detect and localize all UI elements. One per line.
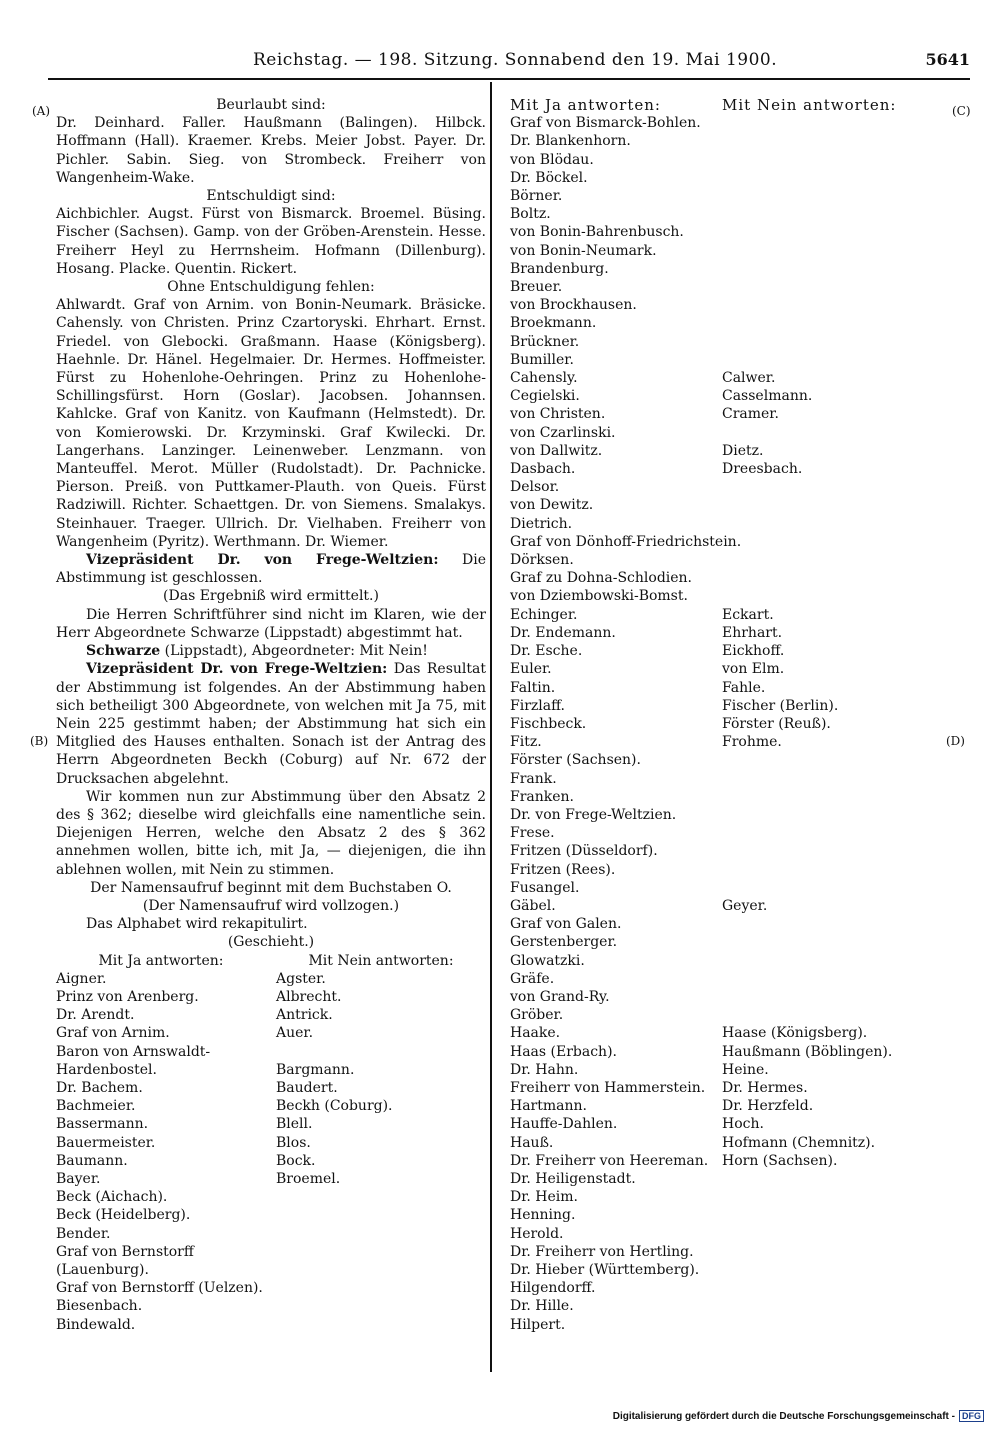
vote-row [510, 169, 980, 187]
ja-name: von Bonin-Bahrenbusch. [510, 224, 684, 241]
vote-row [510, 442, 980, 460]
footer-text: Digitalisierung gefördert durch die Deutsche Forschungsgemeinschaft - [612, 1410, 955, 1422]
vote-row [510, 751, 980, 769]
ja-name: Bumiller. [510, 351, 574, 368]
vote-row [510, 478, 980, 496]
nein-name: Eickhoff. [722, 643, 785, 660]
ja-name: Brückner. [510, 333, 580, 350]
ja-name: Dr. von Frege-Weltzien. [510, 806, 677, 823]
ja-name: Dr. Heiligenstadt. [510, 1170, 636, 1187]
vote-row [510, 1079, 980, 1097]
ja-name: Graf von Bismarck-Bohlen. [510, 115, 701, 132]
ja-name: Dr. Böckel. [510, 169, 588, 186]
vote-row [510, 405, 980, 423]
ja-name: Euler. [510, 661, 552, 678]
vote-row [510, 1316, 980, 1334]
vote-row [510, 642, 980, 660]
vote-row [510, 424, 980, 442]
speech-paragraph [56, 660, 486, 787]
ja-name: Cegielski. [510, 388, 580, 405]
vote-row [510, 515, 980, 533]
ja-name: von Dewitz. [510, 497, 594, 514]
vote-row [510, 369, 980, 387]
ja-name: Echinger. [510, 606, 578, 623]
list-item: Baudert. [276, 1079, 338, 1096]
ja-name: Firzlaff. [510, 697, 565, 714]
ja-name: Delsor. [510, 479, 560, 496]
ja-list [56, 970, 266, 1334]
ja-name: Dr. Freiherr von Hertling. [510, 1243, 694, 1260]
ja-name: von Bonin-Neumark. [510, 242, 657, 259]
ja-name: Dr. Blankenhorn. [510, 133, 631, 150]
left-column [56, 96, 486, 1334]
vote-row [510, 132, 980, 150]
list-item: Agster. [276, 970, 326, 987]
margin-mark-d: (D) [946, 734, 965, 748]
list-item: Beckh (Coburg). [276, 1098, 393, 1115]
vote-list [56, 952, 486, 1334]
list-item: Beck (Heidelberg). [56, 1207, 191, 1224]
ja-name: Herold. [510, 1225, 564, 1242]
nein-list [276, 970, 486, 1188]
nein-name: Frohme. [722, 734, 782, 751]
name-paragraph: Aichbichler. Augst. Fürst von Bismarck. Broemel. Büsing. Fischer (Sachsen). Gamp. von der Gröben-Arenstein. Hesse. Freiherr Heyl zu Herrnsheim. Hofmann (Dillenburg). Hosang. Placke. Quentin. Rickert. [56, 206, 486, 277]
vote-row [510, 387, 980, 405]
speech-text: Das Resultat der Abstimmung ist folgendes. An der Abstimmung haben sich betheiligt 300 Abgeordnete, von welchen mit Ja 75, mit Nein 225 gestimmt haben; der Abstimmung hat sich ein Mitglied des Hauses enthalten. Sonach ist der Antrag des Herrn Abgeordneten Beckh (Coburg) auf Nr. 672 der Drucksachen abgelehnt. [56, 661, 486, 787]
ja-name: Fritzen (Düsseldorf). [510, 843, 658, 860]
vote-row [510, 697, 980, 715]
vote-row [510, 242, 980, 260]
ja-name: von Dziembowski-Bomst. [510, 588, 688, 605]
vote-row [510, 223, 980, 241]
ja-heading: Mit Ja antworten: [98, 952, 224, 969]
ja-name: von Grand-Ry. [510, 988, 610, 1005]
vote-row [510, 988, 980, 1006]
list-item: Auer. [276, 1025, 314, 1042]
ja-name: Förster (Sachsen). [510, 752, 641, 769]
speaker-name: Vizepräsident Dr. von Frege-Weltzien: [86, 552, 439, 569]
list-item: Graf von Bernstorff (Uelzen). [56, 1280, 263, 1297]
list-item: Bender. [56, 1225, 111, 1242]
ja-column [56, 952, 266, 1334]
vote-row [510, 842, 980, 860]
footer [613, 1410, 984, 1422]
vote-row [510, 205, 980, 223]
list-item: Bassermann. [56, 1116, 149, 1133]
ja-name: Breuer. [510, 279, 563, 296]
vote-row [510, 1279, 980, 1297]
vote-row [510, 1243, 980, 1261]
ja-name: von Blödau. [510, 151, 594, 168]
list-item: Bindewald. [56, 1316, 136, 1333]
speech-paragraph: Die Herren Schriftführer sind nicht im Klaren, wie der Herr Abgeordnete Schwarze (Lippstadt) abgestimmt hat. [56, 606, 486, 641]
page-title: Reichstag. — 198. Sitzung. Sonnabend den 19. Mai 1900. [253, 50, 778, 70]
vote-row [510, 260, 980, 278]
nein-name: Calwer. [722, 370, 776, 387]
list-item: Bargmann. [276, 1061, 355, 1078]
ja-name: Fusangel. [510, 879, 580, 896]
ja-name: Fitz. [510, 734, 542, 751]
nein-heading: Mit Nein antworten: [722, 96, 897, 114]
nein-name: Hoch. [722, 1116, 764, 1133]
nein-column [276, 952, 486, 1334]
ja-name: Dr. Esche. [510, 643, 583, 660]
vote-row [510, 1152, 980, 1170]
ja-name: Hauß. [510, 1134, 554, 1151]
speech-text: Die Abstimmung ist geschlossen. [56, 552, 487, 587]
ja-name: Faltin. [510, 679, 556, 696]
vote-row [510, 151, 980, 169]
ja-name: Dr. Hahn. [510, 1061, 579, 1078]
ja-name: Hartmann. [510, 1098, 587, 1115]
nein-name: Fischer (Berlin). [722, 697, 839, 714]
ja-name: Hauffe-Dahlen. [510, 1116, 618, 1133]
nein-name: Haußmann (Böblingen). [722, 1043, 893, 1060]
ja-name: Dr. Heim. [510, 1189, 578, 1206]
vote-row [510, 861, 980, 879]
speech-paragraph: Wir kommen nun zur Abstimmung über den Absatz 2 des § 362; dieselbe wird gleichfalls eine namentliche sein. Diejenigen Herren, welche den Absatz 2 des § 362 annehmen wollen, bitte ich, mit Ja, — diejenigen, die ihn ablehnen wollen, mit Nein zu stimmen. [56, 788, 486, 878]
margin-mark-a: (A) [32, 104, 51, 118]
ja-name: Brandenburg. [510, 260, 609, 277]
nein-name: von Elm. [722, 661, 785, 678]
vote-row [510, 1115, 980, 1133]
ja-name: Graf zu Dohna-Schlodien. [510, 570, 693, 587]
list-item: Baron von Arnswaldt-Hardenbostel. [56, 1043, 211, 1078]
vote-row [510, 624, 980, 642]
vote-rows [510, 114, 980, 1334]
vote-row [510, 788, 980, 806]
list-item: Blell. [276, 1116, 313, 1133]
nein-name: Dr. Hermes. [722, 1079, 808, 1096]
dfg-logo: DFG [959, 1410, 984, 1422]
section-heading: Entschuldigt sind: [206, 188, 336, 205]
nein-name: Heine. [722, 1061, 769, 1078]
nein-heading: Mit Nein antworten: [308, 952, 454, 969]
vote-headings [510, 96, 980, 114]
vote-row [510, 606, 980, 624]
ja-name: Gerstenberger. [510, 934, 618, 951]
ja-name: Dr. Endemann. [510, 624, 616, 641]
vote-row [510, 806, 980, 824]
ja-name: Dasbach. [510, 461, 576, 478]
ja-name: Dörksen. [510, 552, 574, 569]
vote-row [510, 1261, 980, 1279]
vote-row [510, 915, 980, 933]
vote-row [510, 879, 980, 897]
stage-note: (Das Ergebniß wird ermittelt.) [163, 588, 379, 605]
ja-name: Gröber. [510, 1007, 564, 1024]
ja-name: Henning. [510, 1207, 576, 1224]
section-heading: Ohne Entschuldigung fehlen: [167, 279, 375, 296]
list-item: Bock. [276, 1152, 316, 1169]
page-number: 5641 [925, 50, 970, 69]
list-item: Graf von Arnim. [56, 1025, 170, 1042]
list-item: Graf von Bernstorff (Lauenburg). [56, 1243, 194, 1278]
right-column [510, 96, 980, 1334]
vote-row [510, 314, 980, 332]
vote-row [510, 1134, 980, 1152]
vote-row [510, 187, 980, 205]
nein-name: Hofmann (Chemnitz). [722, 1134, 876, 1151]
nein-name: Geyer. [722, 897, 768, 914]
vote-row [510, 551, 980, 569]
ja-name: von Christen. [510, 406, 606, 423]
nein-name: Dreesbach. [722, 461, 803, 478]
ja-name: Börner. [510, 188, 563, 205]
ja-name: von Czarlinski. [510, 424, 616, 441]
vote-row [510, 1043, 980, 1061]
vote-row [510, 569, 980, 587]
ja-name: von Brockhausen. [510, 297, 637, 314]
list-item: Albrecht. [276, 988, 342, 1005]
vote-row [510, 1206, 980, 1224]
ja-name: von Dallwitz. [510, 442, 603, 459]
vote-row [510, 1170, 980, 1188]
vote-row [510, 824, 980, 842]
name-paragraph: Dr. Deinhard. Faller. Haußmann (Balingen). Hilbck. Hoffmann (Hall). Kraemer. Krebs. Meier Jobst. Payer. Dr. Pichler. Sabin. Sieg. von Strombeck. Freiherr von Wangenheim-Wake. [56, 115, 486, 186]
vote-row [510, 1097, 980, 1115]
nein-name: Ehrhart. [722, 624, 783, 641]
ja-name: Haake. [510, 1025, 561, 1042]
vote-row [510, 679, 980, 697]
list-item: Bachmeier. [56, 1098, 136, 1115]
vote-row [510, 1006, 980, 1024]
ja-name: Dr. Hieber (Württemberg). [510, 1262, 700, 1278]
speaker-name: Schwarze [86, 643, 161, 660]
ja-name: Frese. [510, 825, 555, 842]
speech-text: (Lippstadt), Abgeordneter: Mit Nein! [164, 643, 428, 660]
vote-row [510, 952, 980, 970]
ja-name: Dr. Freiherr von Heereman. [510, 1152, 709, 1169]
nein-name: Fahle. [722, 679, 766, 696]
vote-row [510, 1061, 980, 1079]
nein-name: Casselmann. [722, 388, 813, 405]
speech-paragraph [56, 642, 486, 660]
vote-row [510, 933, 980, 951]
vote-row [510, 333, 980, 351]
speech-paragraph [56, 551, 486, 587]
margin-mark-b: (B) [30, 734, 49, 748]
nein-name: Eckart. [722, 606, 774, 623]
header-rule [48, 78, 970, 80]
vote-row [510, 715, 980, 733]
ja-name: Dr. Hille. [510, 1298, 574, 1315]
ja-name: Franken. [510, 788, 575, 805]
vote-row [510, 533, 980, 551]
margin-mark-c: (C) [952, 104, 971, 118]
stage-note: (Geschieht.) [227, 934, 315, 951]
vote-row [510, 351, 980, 369]
column-divider [490, 82, 492, 1372]
vote-row [510, 660, 980, 678]
vote-row [510, 1297, 980, 1315]
ja-name: Fritzen (Rees). [510, 861, 616, 878]
list-item: Bauermeister. [56, 1134, 156, 1151]
nein-name: Förster (Reuß). [722, 715, 831, 732]
list-item: Blos. [276, 1134, 311, 1151]
ja-name: Glowatzki. [510, 952, 585, 969]
vote-row [510, 460, 980, 478]
list-item: Broemel. [276, 1170, 341, 1187]
stage-note: (Der Namensaufruf wird vollzogen.) [142, 897, 400, 914]
ja-name: Boltz. [510, 206, 551, 223]
list-item: Beck (Aichach). [56, 1189, 168, 1206]
nein-name: Haase (Königsberg). [722, 1025, 868, 1042]
stage-note: Das Alphabet wird rekapitulirt. [86, 916, 308, 933]
vote-row [510, 278, 980, 296]
list-item: Dr. Arendt. [56, 1007, 135, 1024]
ja-name: Freiherr von Hammerstein. [510, 1079, 706, 1096]
vote-row [510, 587, 980, 605]
nein-name: Dr. Herzfeld. [722, 1098, 814, 1115]
ja-name: Frank. [510, 770, 557, 787]
ja-heading: Mit Ja antworten: [510, 96, 661, 114]
section-heading: Beurlaubt sind: [216, 97, 326, 113]
vote-row [510, 733, 980, 751]
vote-row [510, 970, 980, 988]
nein-name: Cramer. [722, 406, 779, 423]
vote-row [510, 1188, 980, 1206]
vote-row [510, 1024, 980, 1042]
list-item: Prinz von Arenberg. [56, 988, 199, 1005]
ja-name: Graf von Dönhoff-Friedrichstein. [510, 533, 742, 550]
ja-name: Graf von Galen. [510, 916, 622, 933]
vote-row [510, 1225, 980, 1243]
ja-name: Hilgendorff. [510, 1280, 596, 1297]
list-item: Baumann. [56, 1152, 128, 1169]
ja-name: Fischbeck. [510, 715, 587, 732]
speaker-name: Vizepräsident Dr. von Frege-Weltzien: [86, 661, 388, 678]
vote-row [510, 770, 980, 788]
ja-name: Gräfe. [510, 970, 555, 987]
ja-name: Hilpert. [510, 1316, 566, 1333]
ja-name: Dietrich. [510, 515, 573, 532]
page-header [48, 50, 970, 76]
vote-row [510, 114, 980, 132]
ja-name: Haas (Erbach). [510, 1043, 617, 1060]
name-paragraph: Ahlwardt. Graf von Arnim. von Bonin-Neumark. Bräsicke. Cahensly. von Christen. Prinz Czartoryski. Ehrhart. Ernst. Friedel. von Glebocki. Graßmann. Haase (Königsberg). Haehnle. Dr. Hänel. Hegelmaier. Dr. Hermes. Hoffmeister. Fürst zu Hohenlohe-Oehringen. Prinz zu Hohenlohe-Schillingsfürst. Horn (Goslar). Jacobsen. Johannsen. Kahlcke. Graf von Kanitz. von Kaufmann (Helmstedt). Dr. von Komierowski. Dr. Krzyminski. Graf Kwilecki. Dr. Langerhans. Lanzinger. Leinenweber. Lenzmann. von Manteuffel. Merot. Müller (Rudolstadt). Dr. Pachnicke. Pierson. Preiß. von Puttkamer-Plauth. von Queis. Fürst Radziwill. Richter. Schaettgen. Dr. von Siemens. Smalakys. Steinhauer. Traeger. Ullrich. Dr. Vielhaben. Freiherr von Wangenheim (Pyritz). Werthmann. Dr. Wiemer. [56, 297, 486, 550]
nein-name: Horn (Sachsen). [722, 1152, 838, 1169]
stage-note: Der Namensaufruf beginnt mit dem Buchstaben O. [90, 879, 452, 896]
list-item: Bayer. [56, 1170, 101, 1187]
ja-name: Cahensly. [510, 370, 578, 387]
vote-row [510, 496, 980, 514]
vote-row [510, 897, 980, 915]
nein-name: Dietz. [722, 442, 764, 459]
list-item: Antrick. [276, 1007, 333, 1024]
list-item: Biesenbach. [56, 1298, 143, 1315]
list-item [276, 1043, 486, 1061]
ja-name: Gäbel. [510, 897, 556, 914]
vote-row [510, 296, 980, 314]
ja-name: Broekmann. [510, 315, 597, 332]
list-item: Aigner. [56, 970, 107, 987]
list-item: Dr. Bachem. [56, 1079, 143, 1096]
